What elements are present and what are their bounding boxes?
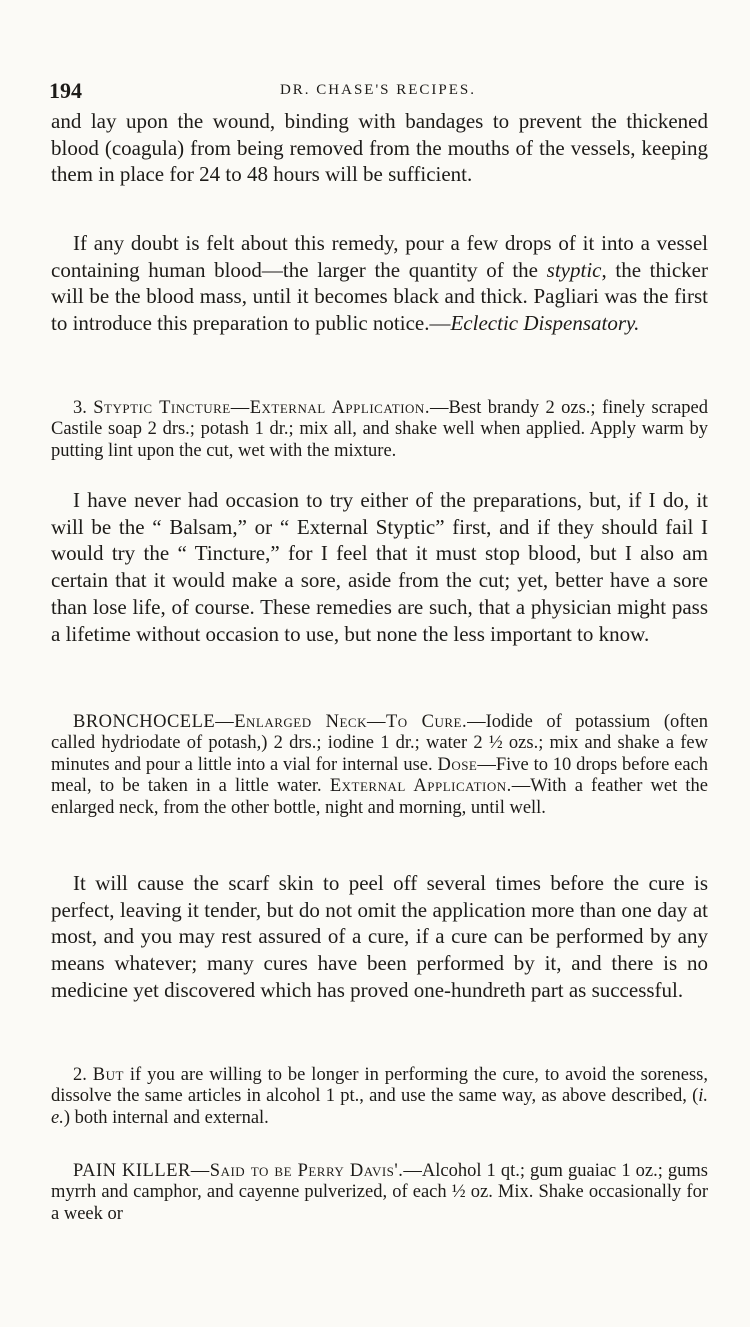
paragraph-text: , the thicker will be the blood mass, until it becomes black and thick. Pagliari was the first to introduce this preparation to public notice.—: [51, 257, 708, 336]
recipe-styptic-tincture: [51, 398, 708, 462]
recipe-title: PAIN KILLER: [73, 1161, 191, 1181]
recipe-title: Styptic Tincture—External Application.: [93, 398, 430, 418]
recipe-bronchocele-alternate: [51, 1065, 708, 1129]
paragraph-scarf-skin: [51, 870, 708, 1004]
recipe-number: 2.: [73, 1065, 93, 1085]
external-application-label: External Application.: [329, 776, 512, 797]
recipe-text: —Alcohol 1 qt.; gum guaiac 1 oz.; gums myrrh and camphor, and cayenne pulverized, of each ½ oz. Mix. Shake occasionally for a week or: [51, 1161, 708, 1224]
recipe-pain-killer: [51, 1161, 708, 1225]
recipe-subtitle: —Said to be Perry Davis'.: [190, 1161, 404, 1181]
recipe-number: 3.: [73, 398, 94, 418]
recipe-text: —Best brandy 2 ozs.; finely scraped Castile soap 2 drs.; potash 1 dr.; mix all, and shake well when applied. Apply warm by putting lint upon the cut, wet with the mixture.: [51, 398, 708, 461]
paragraph-text: If any doubt is felt about this remedy, pour a few drops of it into a vessel containing human blood—the larger the quantity of the: [51, 231, 708, 282]
emphasis-ie: i. e.: [51, 1086, 708, 1128]
citation-eclectic-dispensatory: Eclectic Dispensatory.: [450, 311, 640, 336]
recipe-text: —Iodide of potassium (often called hydriodate of potash,) 2 drs.; iodine 1 dr.; water 2 ½ ozs.; mix and shake a few minutes and pour a little into a vial for internal use.: [51, 712, 708, 775]
emphasis-styptic: styptic: [546, 257, 602, 282]
paragraph-text: I have never had occasion to try either of the preparations, but, if I do, it will be the “ Balsam,” or “ External Styptic” first, and if they should fail I would try the “ Tincture,” for I feel that it must stop blood, but I also am certain that it would make a sore, aside from the cut; yet, better have a sore than lose life, of course. These remedies are such, that a physician might pass a lifetime without occasion to use, but none the less important to know.: [51, 488, 708, 646]
paragraph-text: and lay upon the wound, binding with bandages to prevent the thickened blood (coagula) from being removed from the mouths of the vessels, keeping them in place for 24 to 48 hours will be sufficient.: [51, 109, 708, 187]
recipe-text: if you are willing to be longer in performing the cure, to avoid the soreness, dissolve the same articles in alcohol 1 pt., and use the same way, as above described, (: [51, 1065, 708, 1107]
running-title: DR. CHASE'S RECIPES.: [279, 82, 477, 98]
dose-label: Dose: [437, 754, 478, 775]
paragraph-wound-binding: [51, 108, 708, 188]
recipe-text: —With a feather wet the enlarged neck, from the other bottle, night and morning, until well.: [51, 776, 708, 818]
paragraph-styptic-test: [51, 230, 708, 337]
paragraph-author-comment: [51, 487, 708, 647]
page-number: 194: [49, 78, 82, 103]
recipe-title: BRONCHOCELE: [73, 712, 216, 732]
recipe-text: —Five to 10 drops before each meal, to be taken in a little water.: [51, 754, 708, 797]
recipe-subtitle: —Enlarged Neck—To Cure.: [215, 712, 468, 732]
recipe-text: ) both internal and external.: [63, 1107, 269, 1128]
paragraph-text: It will cause the scarf skin to peel off several times before the cure is perfect, leaving it tender, but do not omit the application more than one day at most, and you may rest assured of a cure, if a cure can be performed by any means whatever; many cures have been performed by it, and there is no medicine yet discovered which has proved one-hundreth part as successful.: [51, 871, 708, 1002]
page-header: [49, 78, 707, 112]
recipe-lead-word: But: [92, 1065, 124, 1085]
recipe-bronchocele: [51, 712, 708, 819]
